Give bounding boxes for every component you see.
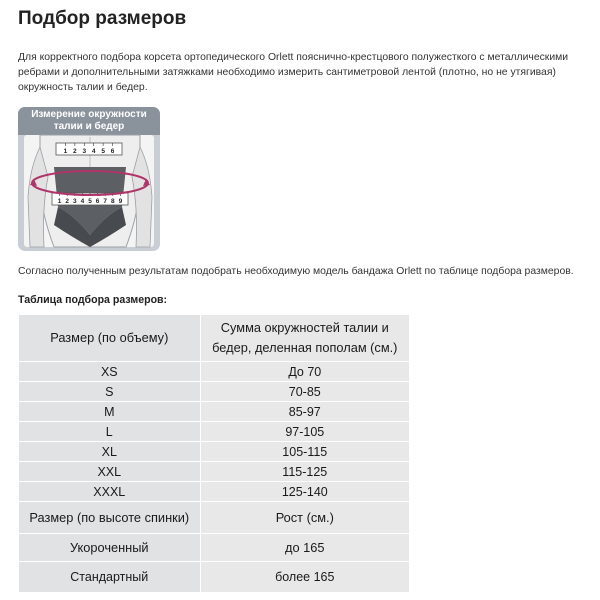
figure-caption-line2: талии и бедер bbox=[53, 121, 125, 132]
height-row bbox=[19, 534, 410, 562]
table-header-row bbox=[19, 315, 410, 362]
size-row-col1: XS bbox=[19, 362, 201, 382]
size-row bbox=[19, 462, 410, 482]
size-row bbox=[19, 382, 410, 402]
size-row-col1: XXL bbox=[19, 462, 201, 482]
hip-tape-tick-label: 3 bbox=[72, 198, 77, 205]
size-row-col1: XXXL bbox=[19, 482, 201, 502]
hip-tape-tick-label: 8 bbox=[110, 198, 115, 205]
hip-tape-tick-label: 7 bbox=[103, 198, 108, 205]
table-title: Таблица подбора размеров: bbox=[18, 294, 168, 306]
hip-tape-tick-label: 5 bbox=[88, 198, 92, 205]
waist-tape-tick-label: 5 bbox=[101, 148, 105, 155]
height-row-col2: до 165 bbox=[200, 534, 409, 562]
size-table bbox=[18, 314, 410, 593]
height-row-col1: Стандартный bbox=[19, 562, 201, 593]
header-size-by-volume: Размер (по объему) bbox=[19, 315, 201, 362]
height-header-row-col2: Рост (см.) bbox=[200, 502, 409, 534]
hip-tape-tick-label: 2 bbox=[65, 198, 70, 205]
hip-tape-tick-label: 9 bbox=[118, 198, 123, 205]
header-col2-line2: бедер, деленная пополам (см.) bbox=[212, 340, 398, 355]
waist-tape-tick-label: 2 bbox=[73, 148, 77, 155]
figure-caption bbox=[18, 109, 160, 133]
size-row-col2: 105-115 bbox=[200, 442, 409, 462]
page-title: Подбор размеров bbox=[18, 8, 187, 29]
waist-tape bbox=[56, 143, 122, 155]
size-row-col2: 85-97 bbox=[200, 402, 409, 422]
size-row-col2: 125-140 bbox=[200, 482, 409, 502]
size-row bbox=[19, 402, 410, 422]
measurement-figure bbox=[18, 107, 160, 251]
result-text: Согласно полученным результатам подобрать необходимую модель бандажа Orlett по таблице подбора размеров. bbox=[18, 266, 574, 277]
size-row bbox=[19, 482, 410, 502]
height-row-col2: более 165 bbox=[200, 562, 409, 593]
waist-tape-tick-label: 1 bbox=[63, 148, 68, 155]
intro-text: Для корректного подбора корсета ортопедического Orlett пояснично-крестцового полужесткого с металлическими ребрами и дополнительными затяжками необходимо измерить сантиметровой лентой (плотно, но не утягивая) окружность талии и бедер. bbox=[18, 52, 569, 93]
size-row-col1: M bbox=[19, 402, 201, 422]
size-row-col2: 115-125 bbox=[200, 462, 409, 482]
hip-tape-tick-label: 6 bbox=[95, 198, 100, 205]
figure-caption-line1: Измерение окружности bbox=[31, 109, 147, 120]
height-row bbox=[19, 562, 410, 593]
size-row-col2: 70-85 bbox=[200, 382, 409, 402]
size-row bbox=[19, 442, 410, 462]
header-sum-circumference bbox=[200, 315, 409, 362]
height-header-row-col1: Размер (по высоте спинки) bbox=[19, 502, 201, 534]
hip-tape-tick-label: 1 bbox=[57, 198, 62, 205]
size-row-col2: 97-105 bbox=[200, 422, 409, 442]
size-row bbox=[19, 362, 410, 382]
size-row-col1: XL bbox=[19, 442, 201, 462]
size-row-col1: L bbox=[19, 422, 201, 442]
size-row-col2: До 70 bbox=[200, 362, 409, 382]
size-row bbox=[19, 422, 410, 442]
header-col2-line1: Сумма окружностей талии и bbox=[220, 320, 389, 335]
height-header-row bbox=[19, 502, 410, 534]
waist-tape-tick-label: 4 bbox=[91, 148, 96, 155]
hip-tape-tick-label: 4 bbox=[80, 198, 85, 205]
waist-tape-tick-label: 3 bbox=[82, 148, 87, 155]
size-row-col1: S bbox=[19, 382, 201, 402]
height-row-col1: Укороченный bbox=[19, 534, 201, 562]
waist-tape-tick-label: 6 bbox=[110, 148, 115, 155]
